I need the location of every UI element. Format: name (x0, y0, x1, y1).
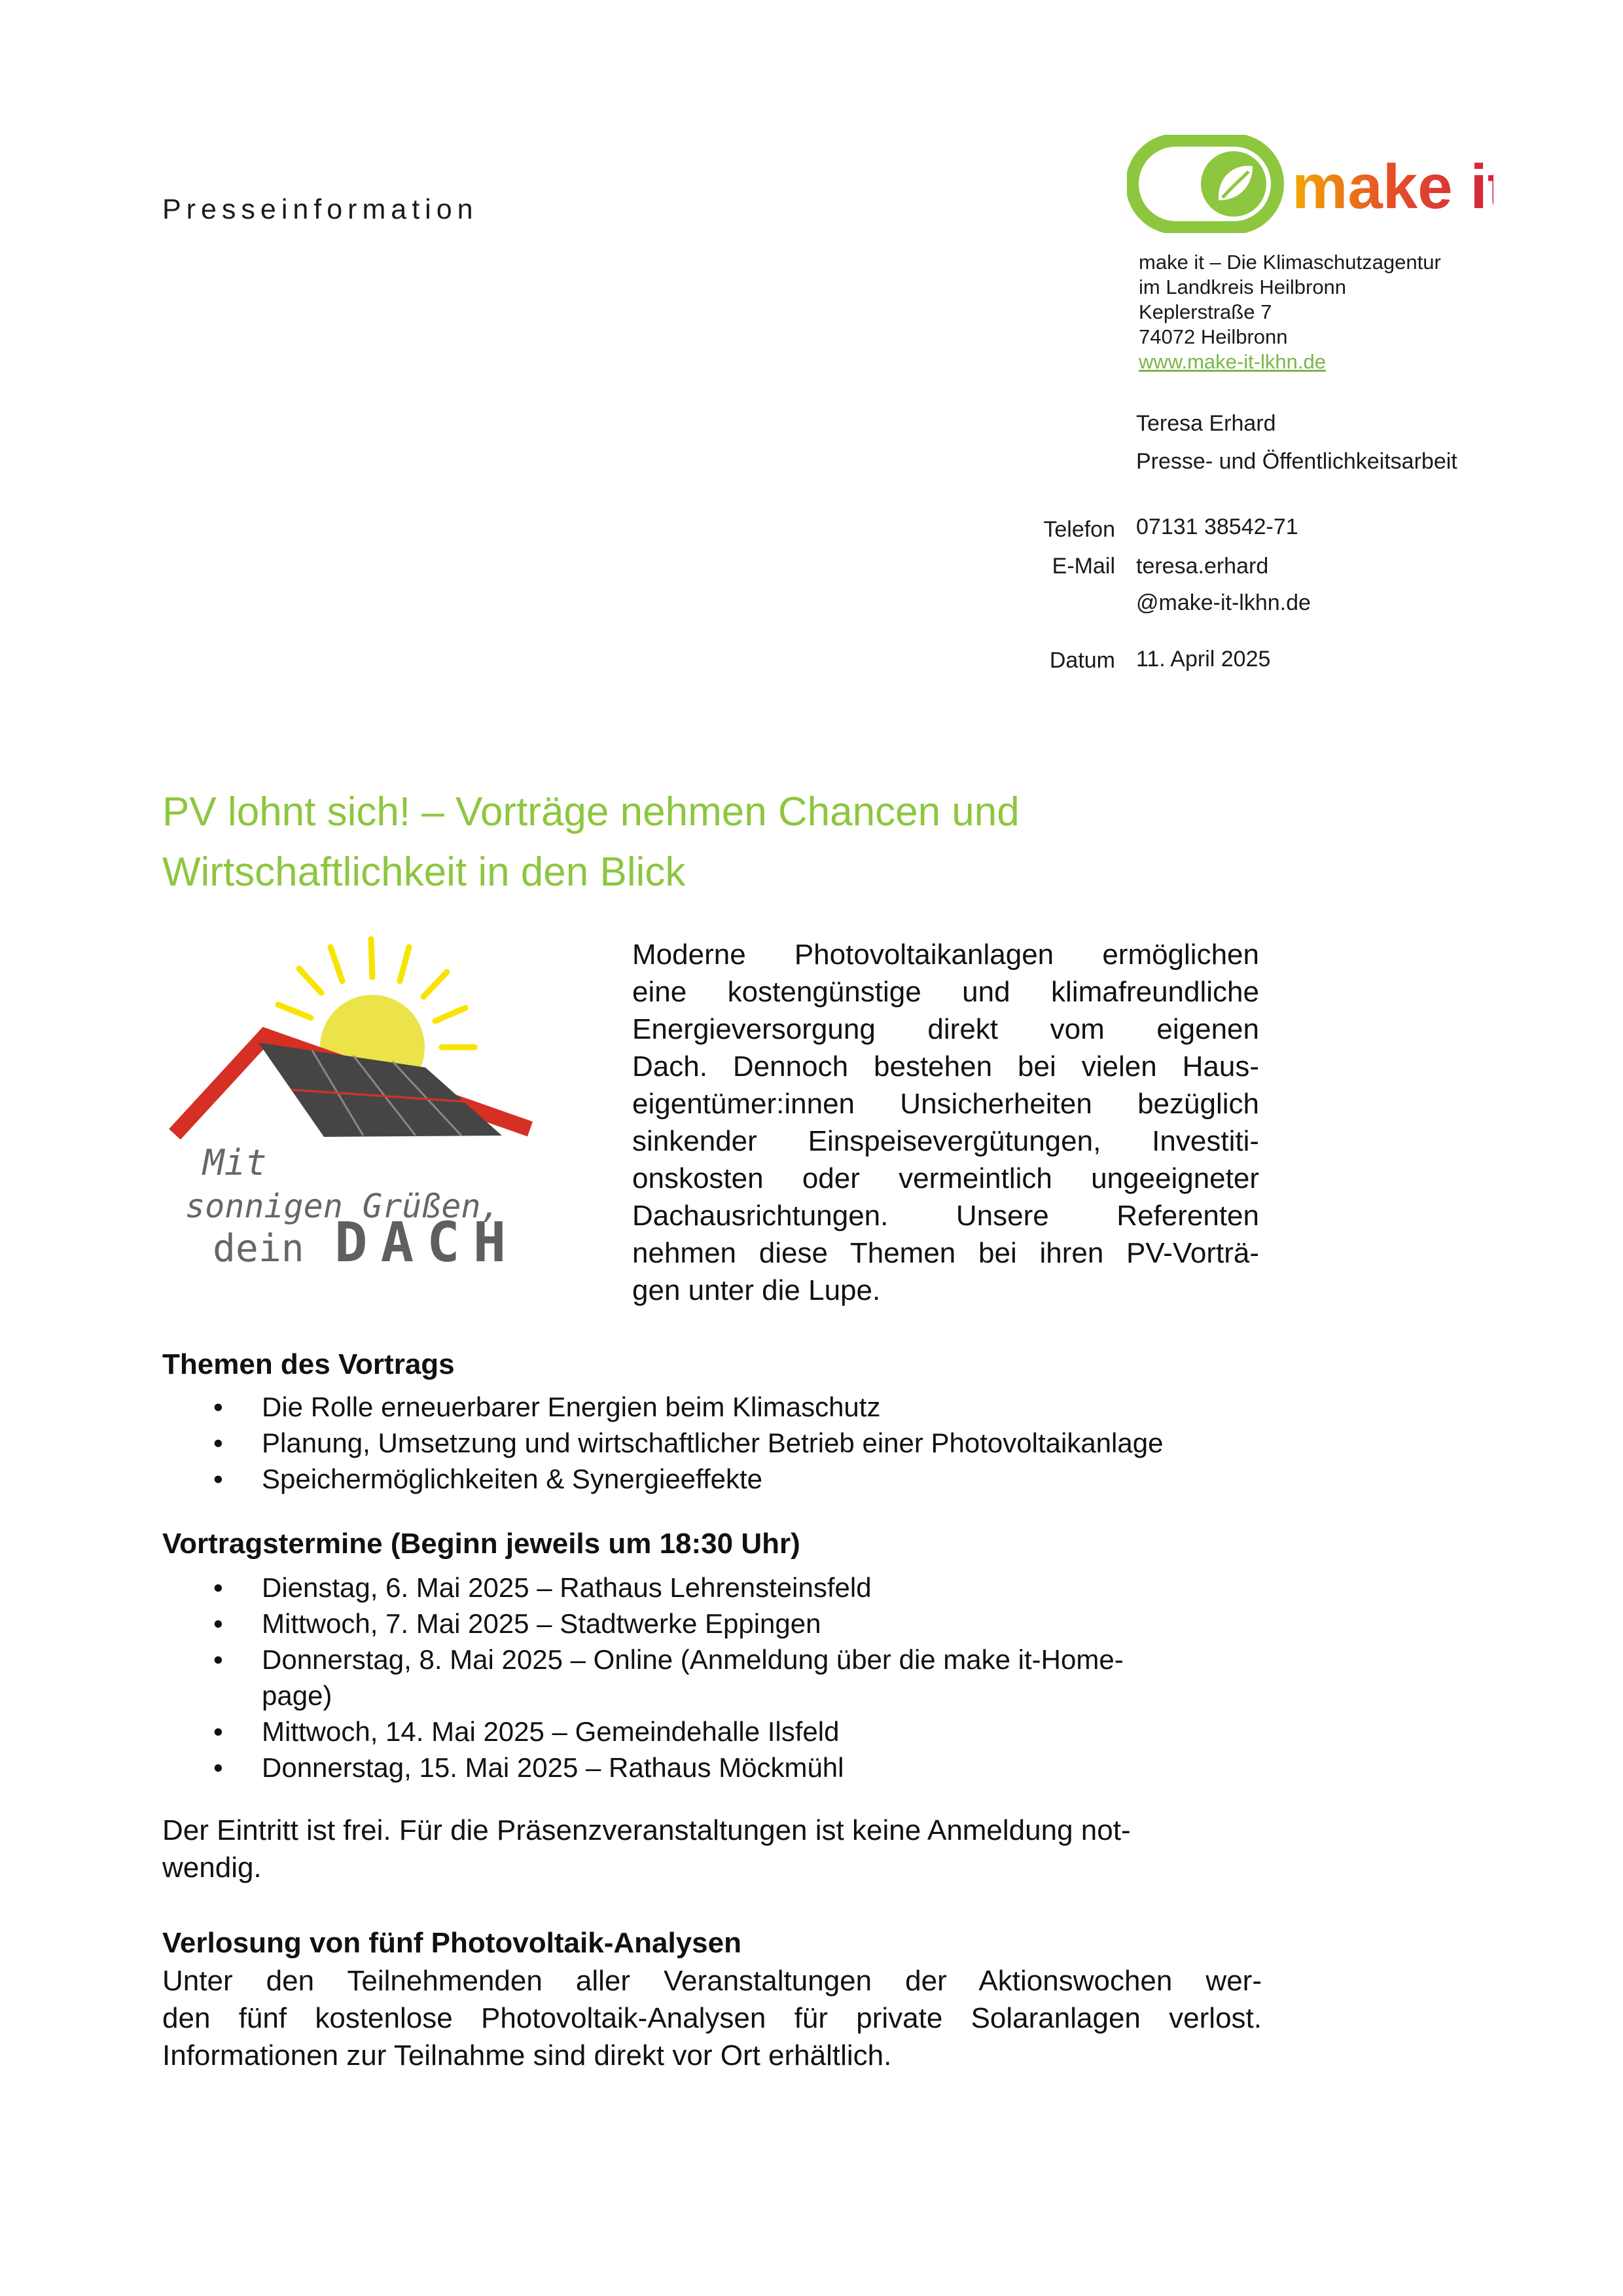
raffle-line: den fünf kostenlose Photovoltaik-Analysen für private Solaranlagen verlost. (162, 2002, 1262, 2034)
date-item: • Dienstag, 6. Mai 2025 – Rathaus Lehrensteinsfeld (162, 1570, 1308, 1605)
document-label: Presseinformation (162, 194, 478, 225)
date-item: • Mittwoch, 7. Mai 2025 – Stadtwerke Eppingen (162, 1605, 1308, 1641)
email-value-line2[interactable]: @make-it-lkhn.de (1136, 590, 1311, 615)
phone-label: Telefon (1043, 517, 1115, 542)
date-label: Datum (1049, 648, 1115, 673)
date-item: • Donnerstag, 15. Mai 2025 – Rathaus Möckmühl (162, 1749, 1308, 1785)
intro-line: Energieversorgung direkt vom eigenen (632, 1013, 1259, 1045)
address-line: Keplerstraße 7 (1139, 300, 1272, 323)
phone-value: 07131 38542-71 (1136, 514, 1298, 539)
intro-line: Dachausrichtungen. Unsere Referenten (632, 1200, 1259, 1232)
intro-line: Dach. Dennoch bestehen bei vielen Haus- (632, 1050, 1259, 1083)
headline-line: PV lohnt sich! – Vorträge nehmen Chancen und (162, 789, 1020, 834)
raffle-paragraph (162, 1962, 1262, 2074)
intro-paragraph (632, 936, 1259, 1309)
date-item: • Mittwoch, 14. Mai 2025 – Gemeindehalle Ilsfeld (162, 1713, 1308, 1749)
topic-item: • Speichermöglichkeiten & Synergieeffekte (162, 1461, 1308, 1497)
dates-heading: Vortragstermine (Beginn jeweils um 18:30 Uhr) (162, 1528, 800, 1560)
topics-heading: Themen des Vortrags (162, 1348, 455, 1380)
dates-list (162, 1570, 1308, 1785)
date-item-text: Donnerstag, 8. Mai 2025 – Online (Anmeldung über die make it-Home- (262, 1644, 1124, 1675)
raffle-heading: Verlosung von fünf Photovoltaik-Analysen (162, 1927, 741, 1959)
intro-line: onskosten oder vermeintlich ungeeigneter (632, 1162, 1259, 1194)
website-link[interactable]: www.make-it-lkhn.de (1139, 350, 1326, 373)
intro-line: sinkender Einspeisevergütungen, Investiti- (632, 1125, 1259, 1157)
image-text-line3b: DACH (334, 1210, 520, 1266)
intro-line: eine kostengünstige und klimafreundliche (632, 976, 1259, 1008)
email-label: E-Mail (1052, 554, 1115, 579)
entry-line: Der Eintritt ist frei. Für die Präsenzveranstaltungen ist keine Anmeldung not- (162, 1814, 1131, 1846)
image-text-line1: Mit (203, 1142, 267, 1183)
headline (162, 782, 1340, 903)
sunny-roof-graphic (167, 926, 573, 1266)
email-value-line1[interactable]: teresa.erhard (1136, 554, 1269, 579)
intro-line: nehmen diese Themen bei ihren PV-Vorträ- (632, 1237, 1259, 1269)
date-value: 11. April 2025 (1136, 647, 1271, 672)
contact-name: Teresa Erhard (1136, 411, 1276, 436)
topic-item: • Die Rolle erneuerbarer Energien beim Klimaschutz (162, 1389, 1308, 1425)
raffle-line: Unter den Teilnehmenden aller Veranstaltungen der Aktionswochen wer- (162, 1965, 1262, 1997)
address-line: make it – Die Klimaschutzagentur (1139, 251, 1441, 274)
make-it-logo-graphic (1127, 135, 1493, 233)
image-text-line2: sonnigen Grüßen, (185, 1187, 501, 1225)
entry-paragraph (162, 1812, 1262, 1886)
topics-list (162, 1389, 1308, 1497)
raffle-line: Informationen zur Teilnahme sind direkt vor Ort erhältlich. (162, 2039, 892, 2072)
topic-item: • Planung, Umsetzung und wirtschaftlicher Betrieb einer Photovoltaikanlage (162, 1425, 1308, 1461)
entry-line: wendig. (162, 1852, 262, 1884)
logo-wordmark: make it (1292, 152, 1493, 222)
address-line: 74072 Heilbronn (1139, 325, 1288, 348)
image-text-line3a: dein (213, 1226, 304, 1266)
contact-role: Presse- und Öffentlichkeitsarbeit (1136, 449, 1457, 474)
intro-line: Moderne Photovoltaikanlagen ermöglichen (632, 939, 1259, 971)
sunny-roof-image (167, 926, 573, 1266)
date-item (162, 1641, 1308, 1713)
make-it-logo (1127, 135, 1493, 233)
address-line: im Landkreis Heilbronn (1139, 276, 1347, 298)
intro-line: eigentümer:innen Unsicherheiten bezüglich (632, 1088, 1259, 1120)
agency-address (1139, 250, 1441, 374)
date-item-continuation: page) (262, 1680, 332, 1711)
intro-line: gen unter die Lupe. (632, 1274, 881, 1306)
headline-line: Wirtschaftlichkeit in den Blick (162, 850, 686, 895)
